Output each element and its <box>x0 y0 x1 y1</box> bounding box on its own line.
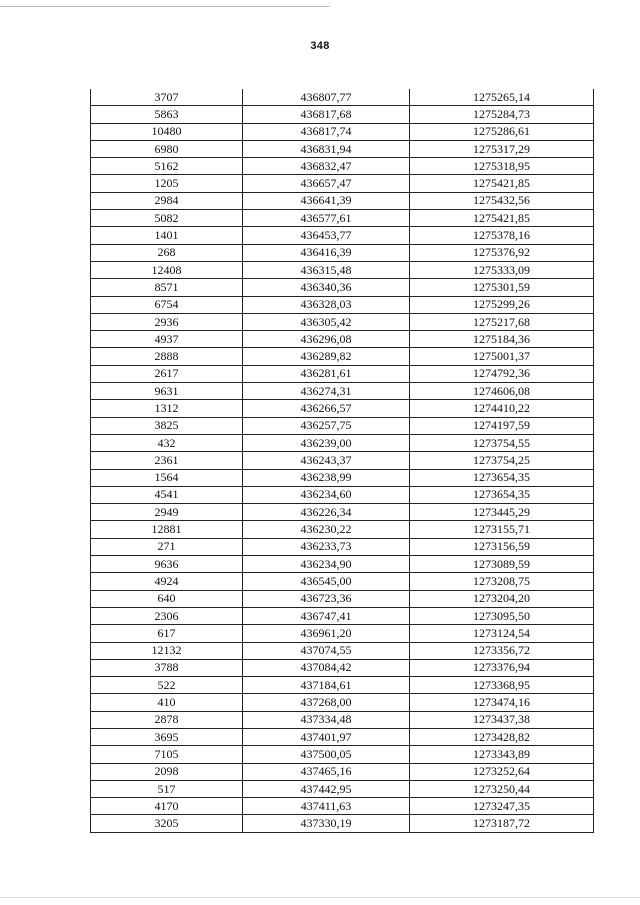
table-row <box>91 521 594 538</box>
bottom-scan-rule <box>0 897 640 898</box>
table-row <box>91 261 594 278</box>
y-coordinate-cell: 1273124,54 <box>410 625 594 642</box>
point-number-cell: 522 <box>91 677 243 694</box>
x-coordinate-cell: 436747,41 <box>243 607 410 624</box>
point-number-cell: 5082 <box>91 210 243 227</box>
x-coordinate-cell: 436723,36 <box>243 590 410 607</box>
y-coordinate-cell: 1275284,73 <box>410 106 594 123</box>
point-number-cell: 2306 <box>91 607 243 624</box>
y-coordinate-cell: 1275301,59 <box>410 279 594 296</box>
table-row <box>91 227 594 244</box>
y-coordinate-cell: 1274792,36 <box>410 365 594 382</box>
x-coordinate-cell: 436239,00 <box>243 434 410 451</box>
y-coordinate-cell: 1273445,29 <box>410 504 594 521</box>
x-coordinate-cell: 436577,61 <box>243 210 410 227</box>
x-coordinate-cell: 437411,63 <box>243 798 410 815</box>
y-coordinate-cell: 1275432,56 <box>410 192 594 209</box>
x-coordinate-cell: 436545,00 <box>243 573 410 590</box>
y-coordinate-cell: 1275299,26 <box>410 296 594 313</box>
x-coordinate-cell: 437074,55 <box>243 642 410 659</box>
y-coordinate-cell: 1275184,36 <box>410 331 594 348</box>
x-coordinate-cell: 436961,20 <box>243 625 410 642</box>
y-coordinate-cell: 1273250,44 <box>410 780 594 797</box>
table-row <box>91 210 594 227</box>
point-number-cell: 3825 <box>91 417 243 434</box>
x-coordinate-cell: 436234,60 <box>243 486 410 503</box>
table-row <box>91 313 594 330</box>
point-number-cell: 6980 <box>91 140 243 157</box>
table-row <box>91 659 594 676</box>
table-row <box>91 728 594 745</box>
table-row <box>91 106 594 123</box>
x-coordinate-cell: 437500,05 <box>243 746 410 763</box>
x-coordinate-cell: 436274,31 <box>243 383 410 400</box>
point-number-cell: 12408 <box>91 261 243 278</box>
table-row <box>91 365 594 382</box>
y-coordinate-cell: 1273208,75 <box>410 573 594 590</box>
table-row <box>91 279 594 296</box>
table-row <box>91 140 594 157</box>
x-coordinate-cell: 437442,95 <box>243 780 410 797</box>
y-coordinate-cell: 1275378,16 <box>410 227 594 244</box>
x-coordinate-cell: 436416,39 <box>243 244 410 261</box>
y-coordinate-cell: 1275318,95 <box>410 158 594 175</box>
table-row <box>91 400 594 417</box>
y-coordinate-cell: 1275265,14 <box>410 89 594 106</box>
y-coordinate-cell: 1274606,08 <box>410 383 594 400</box>
point-number-cell: 3788 <box>91 659 243 676</box>
x-coordinate-cell: 436238,99 <box>243 469 410 486</box>
table-row <box>91 417 594 434</box>
point-number-cell: 4937 <box>91 331 243 348</box>
y-coordinate-cell: 1275376,92 <box>410 244 594 261</box>
y-coordinate-cell: 1275286,61 <box>410 123 594 140</box>
point-number-cell: 12132 <box>91 642 243 659</box>
x-coordinate-cell: 437401,97 <box>243 728 410 745</box>
y-coordinate-cell: 1273368,95 <box>410 677 594 694</box>
point-number-cell: 4924 <box>91 573 243 590</box>
point-number-cell: 5162 <box>91 158 243 175</box>
y-coordinate-cell: 1273754,55 <box>410 434 594 451</box>
point-number-cell: 2361 <box>91 452 243 469</box>
point-number-cell: 9636 <box>91 556 243 573</box>
x-coordinate-cell: 436657,47 <box>243 175 410 192</box>
y-coordinate-cell: 1273089,59 <box>410 556 594 573</box>
x-coordinate-cell: 436817,68 <box>243 106 410 123</box>
point-number-cell: 4541 <box>91 486 243 503</box>
table-row <box>91 573 594 590</box>
x-coordinate-cell: 437184,61 <box>243 677 410 694</box>
point-number-cell: 2984 <box>91 192 243 209</box>
y-coordinate-cell: 1273252,64 <box>410 763 594 780</box>
y-coordinate-cell: 1273204,20 <box>410 590 594 607</box>
table-row <box>91 192 594 209</box>
point-number-cell: 7105 <box>91 746 243 763</box>
table-row <box>91 798 594 815</box>
x-coordinate-cell: 436340,36 <box>243 279 410 296</box>
point-number-cell: 2888 <box>91 348 243 365</box>
y-coordinate-cell: 1274410,22 <box>410 400 594 417</box>
table-row <box>91 296 594 313</box>
table-row <box>91 677 594 694</box>
point-number-cell: 268 <box>91 244 243 261</box>
y-coordinate-cell: 1275317,29 <box>410 140 594 157</box>
y-coordinate-cell: 1273754,25 <box>410 452 594 469</box>
table-row <box>91 469 594 486</box>
x-coordinate-cell: 437330,19 <box>243 815 410 832</box>
table-row <box>91 452 594 469</box>
x-coordinate-cell: 437084,42 <box>243 659 410 676</box>
table-row <box>91 89 594 106</box>
coordinates-table <box>90 89 594 833</box>
x-coordinate-cell: 437465,16 <box>243 763 410 780</box>
point-number-cell: 6754 <box>91 296 243 313</box>
table-row <box>91 244 594 261</box>
x-coordinate-cell: 436315,48 <box>243 261 410 278</box>
point-number-cell: 3707 <box>91 89 243 106</box>
x-coordinate-cell: 436289,82 <box>243 348 410 365</box>
x-coordinate-cell: 436226,34 <box>243 504 410 521</box>
point-number-cell: 640 <box>91 590 243 607</box>
x-coordinate-cell: 436817,74 <box>243 123 410 140</box>
point-number-cell: 1401 <box>91 227 243 244</box>
y-coordinate-cell: 1273376,94 <box>410 659 594 676</box>
point-number-cell: 12881 <box>91 521 243 538</box>
y-coordinate-cell: 1273474,16 <box>410 694 594 711</box>
point-number-cell: 9631 <box>91 383 243 400</box>
point-number-cell: 8571 <box>91 279 243 296</box>
y-coordinate-cell: 1273356,72 <box>410 642 594 659</box>
point-number-cell: 10480 <box>91 123 243 140</box>
y-coordinate-cell: 1273095,50 <box>410 607 594 624</box>
x-coordinate-cell: 436832,47 <box>243 158 410 175</box>
table-row <box>91 711 594 728</box>
point-number-cell: 1312 <box>91 400 243 417</box>
x-coordinate-cell: 436296,08 <box>243 331 410 348</box>
x-coordinate-cell: 436230,22 <box>243 521 410 538</box>
point-number-cell: 432 <box>91 434 243 451</box>
x-coordinate-cell: 436257,75 <box>243 417 410 434</box>
y-coordinate-cell: 1275217,68 <box>410 313 594 330</box>
coordinates-table-body <box>91 89 594 832</box>
y-coordinate-cell: 1273437,38 <box>410 711 594 728</box>
point-number-cell: 2617 <box>91 365 243 382</box>
top-scan-rule <box>0 6 330 7</box>
point-number-cell: 517 <box>91 780 243 797</box>
y-coordinate-cell: 1273187,72 <box>410 815 594 832</box>
table-row <box>91 815 594 832</box>
table-row <box>91 694 594 711</box>
y-coordinate-cell: 1273247,35 <box>410 798 594 815</box>
y-coordinate-cell: 1274197,59 <box>410 417 594 434</box>
y-coordinate-cell: 1273155,71 <box>410 521 594 538</box>
x-coordinate-cell: 436266,57 <box>243 400 410 417</box>
table-row <box>91 625 594 642</box>
x-coordinate-cell: 437334,48 <box>243 711 410 728</box>
x-coordinate-cell: 436305,42 <box>243 313 410 330</box>
point-number-cell: 2936 <box>91 313 243 330</box>
table-row <box>91 746 594 763</box>
table-row <box>91 607 594 624</box>
point-number-cell: 3205 <box>91 815 243 832</box>
point-number-cell: 410 <box>91 694 243 711</box>
y-coordinate-cell: 1273343,89 <box>410 746 594 763</box>
x-coordinate-cell: 436233,73 <box>243 538 410 555</box>
table-row <box>91 780 594 797</box>
table-row <box>91 763 594 780</box>
y-coordinate-cell: 1273654,35 <box>410 486 594 503</box>
x-coordinate-cell: 436453,77 <box>243 227 410 244</box>
table-row <box>91 348 594 365</box>
table-row <box>91 434 594 451</box>
x-coordinate-cell: 436243,37 <box>243 452 410 469</box>
point-number-cell: 4170 <box>91 798 243 815</box>
y-coordinate-cell: 1275421,85 <box>410 210 594 227</box>
table-row <box>91 383 594 400</box>
point-number-cell: 1564 <box>91 469 243 486</box>
x-coordinate-cell: 436281,61 <box>243 365 410 382</box>
table-row <box>91 486 594 503</box>
y-coordinate-cell: 1275333,09 <box>410 261 594 278</box>
x-coordinate-cell: 436234,90 <box>243 556 410 573</box>
page-number: 348 <box>310 40 330 52</box>
y-coordinate-cell: 1273654,35 <box>410 469 594 486</box>
table-row <box>91 504 594 521</box>
point-number-cell: 1205 <box>91 175 243 192</box>
y-coordinate-cell: 1273428,82 <box>410 728 594 745</box>
x-coordinate-cell: 436831,94 <box>243 140 410 157</box>
point-number-cell: 271 <box>91 538 243 555</box>
point-number-cell: 3695 <box>91 728 243 745</box>
point-number-cell: 2878 <box>91 711 243 728</box>
x-coordinate-cell: 437268,00 <box>243 694 410 711</box>
point-number-cell: 2098 <box>91 763 243 780</box>
table-row <box>91 556 594 573</box>
x-coordinate-cell: 436328,03 <box>243 296 410 313</box>
y-coordinate-cell: 1273156,59 <box>410 538 594 555</box>
point-number-cell: 617 <box>91 625 243 642</box>
point-number-cell: 5863 <box>91 106 243 123</box>
table-row <box>91 538 594 555</box>
point-number-cell: 2949 <box>91 504 243 521</box>
table-row <box>91 642 594 659</box>
x-coordinate-cell: 436807,77 <box>243 89 410 106</box>
table-row <box>91 158 594 175</box>
table-row <box>91 590 594 607</box>
table-row <box>91 123 594 140</box>
y-coordinate-cell: 1275421,85 <box>410 175 594 192</box>
x-coordinate-cell: 436641,39 <box>243 192 410 209</box>
y-coordinate-cell: 1275001,37 <box>410 348 594 365</box>
table-row <box>91 331 594 348</box>
table-row <box>91 175 594 192</box>
